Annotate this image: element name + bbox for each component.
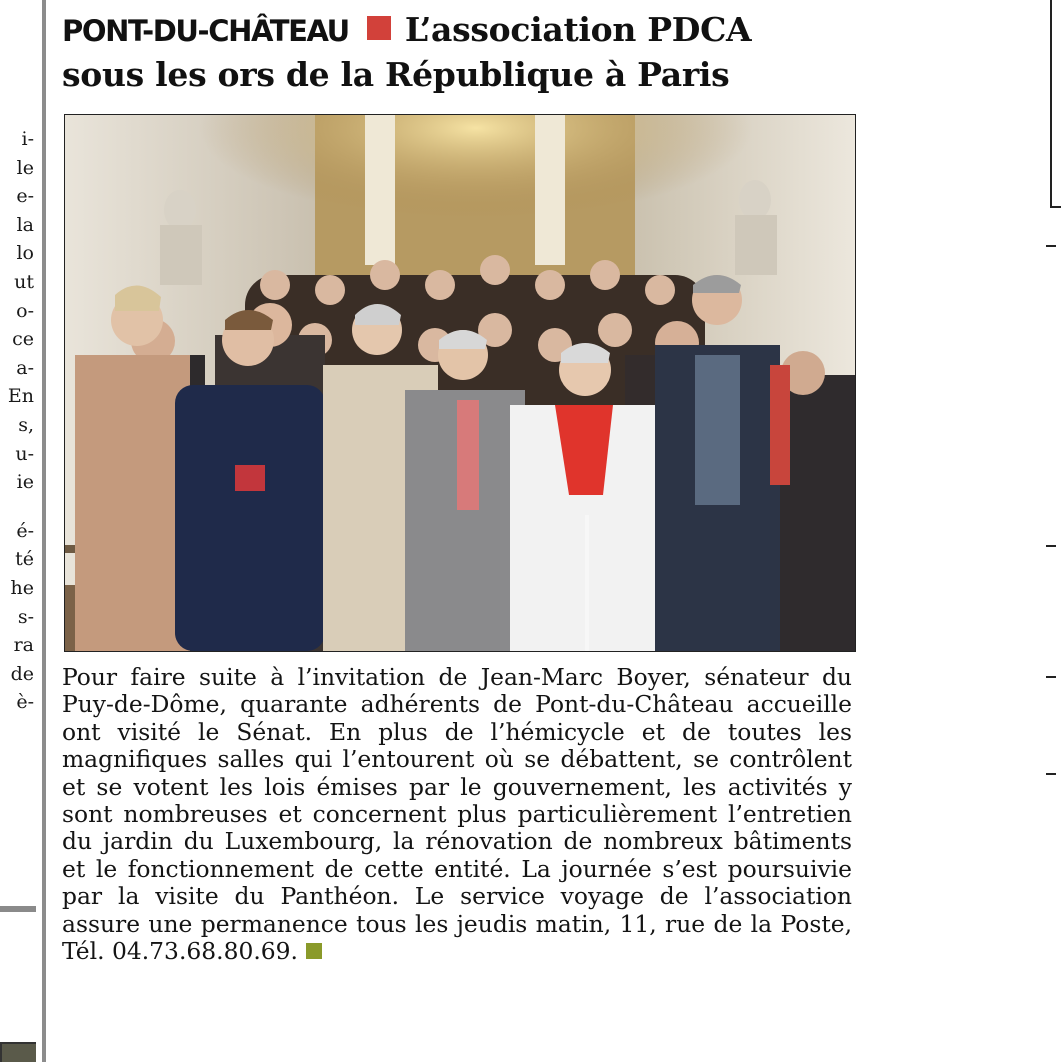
headline [62,0,852,97]
left-line: i- [21,128,34,150]
group-photo [64,114,856,652]
left-line: ra [13,634,34,657]
section-divider [0,906,36,912]
right-image-frame [1050,0,1061,208]
left-line: e- [16,185,34,208]
left-line: En [7,385,34,408]
kicker-square-icon [367,16,391,40]
left-column-fragment [0,0,36,1062]
left-line: s- [17,605,34,628]
left-line: de [10,662,34,685]
group-photo-illustration [65,115,855,651]
left-line: he [10,576,34,599]
right-rule [1046,773,1056,775]
article-body-text: Pour faire suite à l’invitation de Jean-Marc Boyer, sénateur du Puy-de-Dôme, quarante adhérents de Pont-du-Château accueille ont visité le Sénat. En plus de l’hémicycle et de toutes les magnifiques salles qui l’entourent où se débattent, se contrôlent et se votent les lois émises par le gouvernement, les activités y sont nombreuses et concernent plus particulièrement l’entretien du jardin du Luxembourg, la rénovation de nombreux bâtiments et le fonctionnement de cette entité. La journée s’est poursuivie par la visite du Panthéon. Le service voyage de l’association assure une permanence tous les jeudis matin, 11, rue de la Poste, Tél. 04.73.68.80.69. [62,663,852,966]
left-line: ut [14,270,34,293]
right-rule [1046,676,1056,678]
left-line: é- [16,519,34,542]
left-line: té [15,548,34,571]
right-column-fragment [1046,0,1061,1062]
headline-line-1: L’association PDCA [404,10,752,49]
column-rule [42,0,46,1062]
left-line: è- [16,691,34,714]
left-line: lo [16,242,34,265]
right-rule [1046,245,1056,247]
left-line: s, [18,413,34,436]
left-line: u- [15,442,34,465]
article [62,0,852,966]
left-line: le [16,156,34,179]
left-line: a- [16,356,34,379]
left-line: la [16,213,34,236]
location-kicker: PONT-DU-CHÂTEAU [62,14,349,48]
paragraph-gap [0,497,34,517]
right-rule [1046,545,1056,547]
left-column-text [0,125,34,717]
end-of-article-square-icon [306,943,322,959]
article-body [62,664,852,965]
left-image-corner [0,1042,36,1062]
left-line: o- [16,299,34,322]
left-line: ce [12,328,34,351]
left-line: ie [16,471,34,494]
headline-line-2: sous les ors de la République à Paris [62,55,730,94]
